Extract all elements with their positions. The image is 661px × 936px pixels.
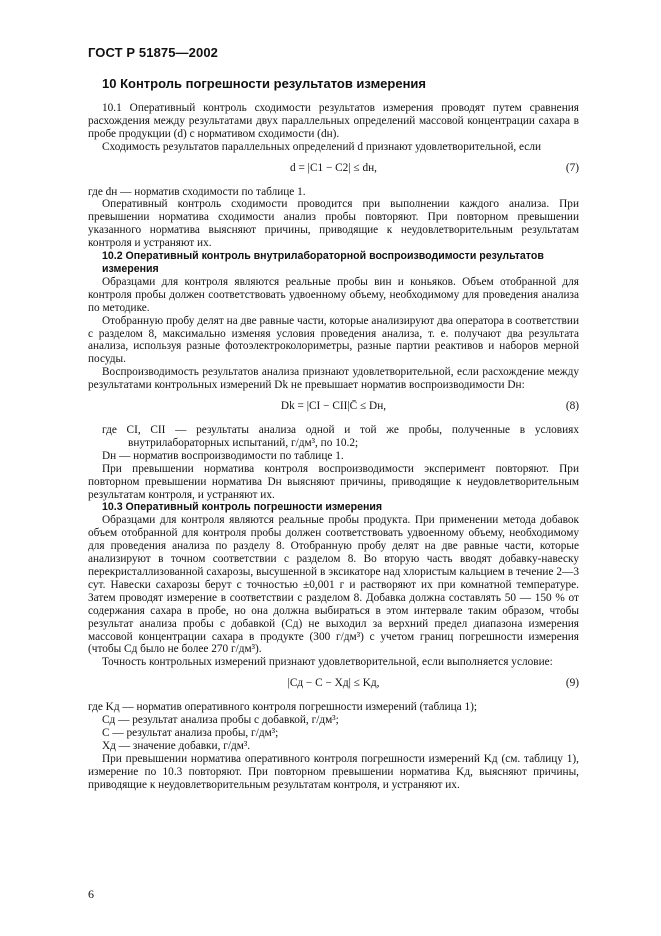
definition-c: C — результат анализа пробы, г/дм³;	[102, 727, 279, 740]
document-header: ГОСТ Р 51875—2002	[88, 45, 218, 60]
paragraph-10-2-split: Отобранную пробу делят на две равные части, которые анализируют два оператора в соответствии с разделом 8, максимально изменяя условия проведения анализа, т. е. получают два результата анализа, используя разные фотоэлектроколориметры, разные партии реактивов и наборов мерной посуды.	[88, 314, 579, 366]
subsection-10-3-title: 10.3 Оперативный контроль погрешности измерения	[102, 501, 383, 514]
paragraph-convergence-condition: Сходимость результатов параллельных определений d признают удовлетворительной, если	[102, 140, 542, 153]
equation-9-number: (9)	[565, 677, 579, 690]
equation-8-number: (8)	[565, 400, 579, 413]
equation-8-formula: Dk = |CI − CII|C̄ ≤ Dн,	[280, 400, 387, 413]
equation-7-formula: d = |C1 − C2| ≤ dн,	[290, 161, 377, 174]
document-body	[88, 78, 579, 792]
paragraph-10-3-exceed: При превышении норматива оперативного контроля погрешности измерений Kд (см. таблицу 1), измерение по 10.3 повторяют. При повторном превышении норматива Kд, выясняют причины, приводящие к неудовлетворительным результатам контроля, и устраняют их.	[88, 752, 579, 791]
page-number: 6	[88, 887, 94, 901]
paragraph-10-2-samples: Образцами для контроля являются реальные пробы вин и коньяков. Объем отобранной для контроля пробы должен соответствовать удвоенному объему, необходимому для проведения анализа по методике.	[88, 275, 579, 314]
section-title: 10 Контроль погрешности результатов измерения	[102, 76, 427, 91]
paragraph-control-each-analysis: Оперативный контроль сходимости проводится при выполнении каждого анализа. При превышении норматива сходимости анализ пробы повторяют. При повторном превышении указанного норматива выясняют причины, приводящие к неудовлетворительным результатам контроля и устраняют их.	[88, 198, 579, 250]
paragraph-10-3-method: Образцами для контроля являются реальные пробы продукта. При применении метода добавок объем отобранной для контроля пробы должен соответствовать удвоенному объему, необходимому для проведения анализа по разделу 8. Отобранную пробу делят на две равные части, которые анализируют в точном соответствии с разделом 8. Во вторую часть вводят добавку-навеску перекристаллизованной сахарозы, высушенной в эксикаторе над хлористым кальцием в течение 2—3 сут. Навески сахарозы берут с точностью ±0,001 г и растворяют их при комнатной температуре. Затем проводят измерение в соответствии с разделом 8. Добавка должна составлять 50 — 150 % от содержания сахара в пробе, но она должна выбираться в этом интервале таким образом, чтобы результат анализа пробы с добавкой (Cд) не выходил за верхний предел диапазона измерения массовой концентрации сахара в продукте (300 г/дм³) с учетом границ погрешности измерения (чтобы Cд было не более 270 г/дм³).	[88, 514, 579, 656]
subsection-10-2-title: 10.2 Оперативный контроль внутрилабораторной воспроизводимости результатов измерения	[102, 250, 544, 275]
equation-8	[88, 400, 579, 414]
paragraph-10-2-reproducibility: Воспроизводимость результатов анализа признают удовлетворительной, если расхождение между результатами контрольных измерений Dk не превышает норматив воспроизводимости Dн:	[88, 366, 579, 392]
equation-7	[88, 162, 579, 176]
equation-7-number: (7)	[565, 161, 579, 174]
definition-xd: Xд — значение добавки, г/дм³.	[102, 739, 251, 752]
definition-cd: Cд — результат анализа пробы с добавкой, г/дм³;	[102, 714, 339, 727]
paragraph-10-3-accuracy: Точность контрольных измерений признают удовлетворительной, если выполняется условие:	[102, 656, 553, 669]
equation-9	[88, 677, 579, 691]
definition-dn: Dн — норматив воспроизводимости по таблице 1.	[102, 449, 344, 462]
paragraph-10-2-exceed: При превышении норматива контроля воспроизводимости эксперимент повторяют. При повторном превышении норматива Dн выясняют причины, приводящие к неудовлетворительным результатам контроля, и устраняют их.	[88, 462, 579, 501]
definition-c1-c2: где CI, CII — результаты анализа одной и той же пробы, полученные в условиях внутрилабораторных испытаний, г/дм³, по 10.2;	[102, 424, 579, 449]
paragraph-where-dn: где dн — норматив сходимости по таблице 1.	[88, 185, 306, 198]
definition-kd: где Kд — норматив оперативного контроля погрешности измерений (таблица 1);	[88, 701, 478, 714]
equation-9-formula: |Cд − C − Xд| ≤ Kд,	[287, 677, 380, 690]
paragraph-10-1: 10.1 Оперативный контроль сходимости результатов измерения проводят путем сравнения расхождения между результатами двух параллельных определений массовой концентрации сахара в пробе продукции (d) с нормативом сходимости (dн).	[88, 101, 579, 140]
